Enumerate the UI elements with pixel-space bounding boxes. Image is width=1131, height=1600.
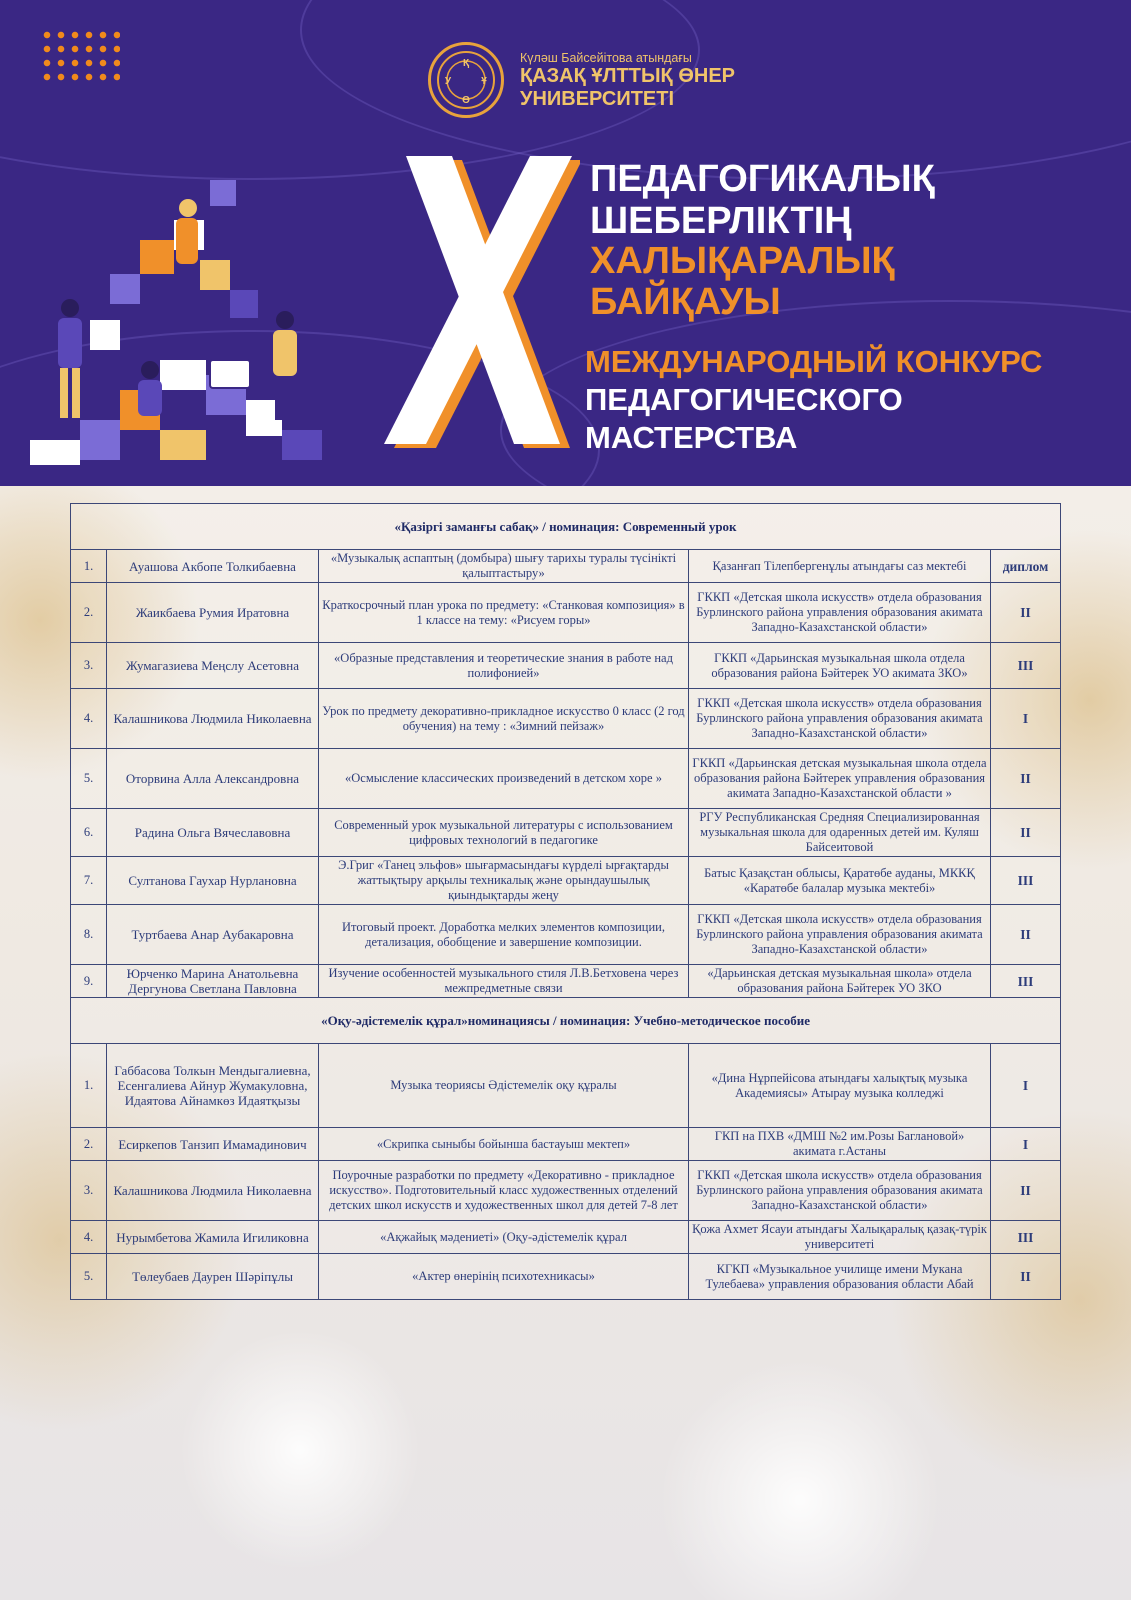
emblem-icon: [428, 42, 504, 118]
kz-title-line3: ХАЛЫҚАРАЛЫҚ: [590, 240, 895, 282]
table-row: [71, 643, 1061, 689]
award-grade: I: [991, 689, 1061, 749]
organization: ГККП «Детская школа искусств» отдела образования Бурлинского района управления образования акимата Западно-Казахстанской области»: [689, 583, 991, 643]
table-row: [71, 905, 1061, 965]
svg-text:Қ: Қ: [462, 58, 470, 69]
award-grade: диплом: [991, 550, 1061, 583]
row-number: 4.: [71, 689, 107, 749]
teamwork-puzzle-illustration: [10, 160, 340, 470]
work-topic: «Образные представления и теоретические знания в работе над полифонией»: [319, 643, 689, 689]
results-table-container: [70, 503, 1060, 1300]
university-logo: [428, 42, 735, 118]
participant-name: Султанова Гаухар Нурлановна: [107, 857, 319, 905]
results-table: [70, 503, 1061, 1300]
row-number: 3.: [71, 1161, 107, 1221]
roman-numeral-x: [360, 150, 580, 450]
work-topic: Итоговый проект. Доработка мелких элементов композиции, детализация, обобщение и завершение композиции.: [319, 905, 689, 965]
participant-name: Жумагазиева Меңслу Асетовна: [107, 643, 319, 689]
work-topic: Изучение особенностей музыкального стиля Л.В.Бетховена через межпредметные связи: [319, 965, 689, 998]
table-row: [71, 857, 1061, 905]
award-grade: III: [991, 1221, 1061, 1254]
participant-name: Есиркепов Танзип Имамадинович: [107, 1128, 319, 1161]
organization: Қазанғап Тілепбергенұлы атындағы саз мектебі: [689, 550, 991, 583]
table-row: [71, 1161, 1061, 1221]
svg-text:У: У: [444, 76, 452, 87]
decorative-dots: [40, 28, 120, 84]
participant-name: Туртбаева Анар Аубакаровна: [107, 905, 319, 965]
award-grade: II: [991, 905, 1061, 965]
organization: Батыс Қазақстан облысы, Қаратөбе ауданы, МККҚ «Каратөбе балалар музыка мектебі»: [689, 857, 991, 905]
table-row: [71, 965, 1061, 998]
kz-title-line4: БАЙҚАУЫ: [590, 281, 781, 323]
row-number: 9.: [71, 965, 107, 998]
row-number: 5.: [71, 749, 107, 809]
participant-name: Радина Ольга Вячеславовна: [107, 809, 319, 857]
participant-name: Төлеубаев Даурен Шәріпұлы: [107, 1254, 319, 1300]
table-row: [71, 689, 1061, 749]
work-topic: Э.Григ «Танец эльфов» шығармасындағы күрделі ырғақтарды жаттықтыру арқылы техникалық және орындаушылық қиындықтарды жеңу: [319, 857, 689, 905]
table-row: [71, 1254, 1061, 1300]
kz-title-line2: ШЕБЕРЛІКТІҢ: [590, 200, 852, 242]
organization: РГУ Республиканская Средняя Специализированная музыкальная школа для одаренных детей им. Куляш Байсеитовой: [689, 809, 991, 857]
row-number: 6.: [71, 809, 107, 857]
svg-text:Ө: Ө: [462, 95, 470, 106]
organization: ГКП на ПХВ «ДМШ №2 им.Розы Баглановой» акимата г.Астаны: [689, 1128, 991, 1161]
row-number: 2.: [71, 583, 107, 643]
table-row: [71, 1044, 1061, 1128]
university-name-line3: УНИВЕРСИТЕТІ: [520, 88, 675, 110]
section-header-row: [71, 504, 1061, 550]
row-number: 8.: [71, 905, 107, 965]
section-title: «Қазіргі заманғы сабақ» / номинация: Современный урок: [71, 504, 1061, 550]
organization: ГККП «Детская школа искусств» отдела образования Бурлинского района управления образования акимата Западно-Казахстанской области»: [689, 689, 991, 749]
participant-name: Нурымбетова Жамила Игиликовна: [107, 1221, 319, 1254]
participant-name: Оторвина Алла Александровна: [107, 749, 319, 809]
svg-text:Ұ: Ұ: [481, 76, 487, 87]
organization: «Дина Нұрпейісова атындағы халықтық музыка Академиясы» Атырау музыка колледжі: [689, 1044, 991, 1128]
kz-title-line1: ПЕДАГОГИКАЛЫҚ: [590, 158, 935, 200]
work-topic: «Актер өнерінің психотехникасы»: [319, 1254, 689, 1300]
award-grade: II: [991, 749, 1061, 809]
award-grade: II: [991, 1161, 1061, 1221]
award-grade: II: [991, 1254, 1061, 1300]
ru-title-line1: МЕЖДУНАРОДНЫЙ КОНКУРС: [585, 344, 1043, 379]
work-topic: Поурочные разработки по предмету «Декоративно - прикладное искусство». Подготовительный класс художественных отделений детских школ искусств и художественных школ для детей 7-8 лет: [319, 1161, 689, 1221]
award-grade: III: [991, 643, 1061, 689]
award-grade: II: [991, 809, 1061, 857]
table-row: [71, 550, 1061, 583]
award-grade: III: [991, 965, 1061, 998]
table-row: [71, 1221, 1061, 1254]
award-grade: I: [991, 1044, 1061, 1128]
section-title: «Оқу-әдістемелік құрал»номинациясы / номинация: Учебно-методическое пособие: [71, 998, 1061, 1044]
university-name-line2: ҚАЗАҚ ҰЛТТЫҚ ӨНЕР: [520, 65, 735, 87]
award-grade: II: [991, 583, 1061, 643]
row-number: 5.: [71, 1254, 107, 1300]
work-topic: Современный урок музыкальной литературы с использованием цифровых технологий в педагогике: [319, 809, 689, 857]
organization: ГККП «Детская школа искусств» отдела образования Бурлинского района управления образования акимата Западно-Казахстанской области»: [689, 1161, 991, 1221]
organization: ГККП «Детская школа искусств» отдела образования Бурлинского района управления образования акимата Западно-Казахстанской области»: [689, 905, 991, 965]
row-number: 1.: [71, 550, 107, 583]
work-topic: «Осмысление классических произведений в детском хоре »: [319, 749, 689, 809]
row-number: 7.: [71, 857, 107, 905]
work-topic: Музыка теориясы Әдістемелік оқу құралы: [319, 1044, 689, 1128]
participant-name: Калашникова Людмила Николаевна: [107, 689, 319, 749]
organization: ГККП «Дарьинская детская музыкальная школа отдела образования района Бәйтерек управления образования акимата Западно-Казахстанской области »: [689, 749, 991, 809]
participant-name: Ауашова Акбопе Толкибаевна: [107, 550, 319, 583]
organization: Қожа Ахмет Ясауи атындағы Халықаралық қазақ-түрік университеті: [689, 1221, 991, 1254]
participant-name: Юрченко Марина Анатольевна Дергунова Светлана Павловна: [107, 965, 319, 998]
table-row: [71, 749, 1061, 809]
participant-name: Жаикбаева Румия Иратовна: [107, 583, 319, 643]
organization: ГККП «Дарьинская музыкальная школа отдела образования района Бәйтерек УО акимата ЗКО»: [689, 643, 991, 689]
row-number: 3.: [71, 643, 107, 689]
row-number: 1.: [71, 1044, 107, 1128]
work-topic: «Скрипка сыныбы бойынша бастауыш мектеп»: [319, 1128, 689, 1161]
table-row: [71, 809, 1061, 857]
work-topic: «Ақжайық мәдениеті» (Оқу-әдістемелік құрал: [319, 1221, 689, 1254]
ru-title-line2: ПЕДАГОГИЧЕСКОГО: [585, 382, 903, 417]
header-banner: [0, 0, 1131, 486]
row-number: 2.: [71, 1128, 107, 1161]
ru-title-line3: МАСТЕРСТВА: [585, 420, 798, 455]
organization: «Дарьинская детская музыкальная школа» отдела образования района Бәйтерек УО ЗКО: [689, 965, 991, 998]
work-topic: «Музыкалық аспаптың (домбыра) шығу тарихы туралы түсінікті қалыптастыру»: [319, 550, 689, 583]
organization: КГКП «Музыкальное училище имени Мукана Тулебаева» управления образования области Абай: [689, 1254, 991, 1300]
table-row: [71, 583, 1061, 643]
work-topic: Краткосрочный план урока по предмету: «Станковая композиция» в 1 классе на тему: «Рисуем горы»: [319, 583, 689, 643]
award-grade: I: [991, 1128, 1061, 1161]
section-header-row: [71, 998, 1061, 1044]
row-number: 4.: [71, 1221, 107, 1254]
award-grade: III: [991, 857, 1061, 905]
participant-name: Калашникова Людмила Николаевна: [107, 1161, 319, 1221]
table-row: [71, 1128, 1061, 1161]
university-name-line1: Күләш Байсейітова атындағы: [520, 51, 692, 65]
work-topic: Урок по предмету декоративно-прикладное искусство 0 класс (2 год обучения) на тему : «Зимний пейзаж»: [319, 689, 689, 749]
participant-name: Габбасова Толкын Мендыгалиевна, Есенгалиева Айнур Жумакуловна, Идаятова Айнамкөз Идаятқызы: [107, 1044, 319, 1128]
